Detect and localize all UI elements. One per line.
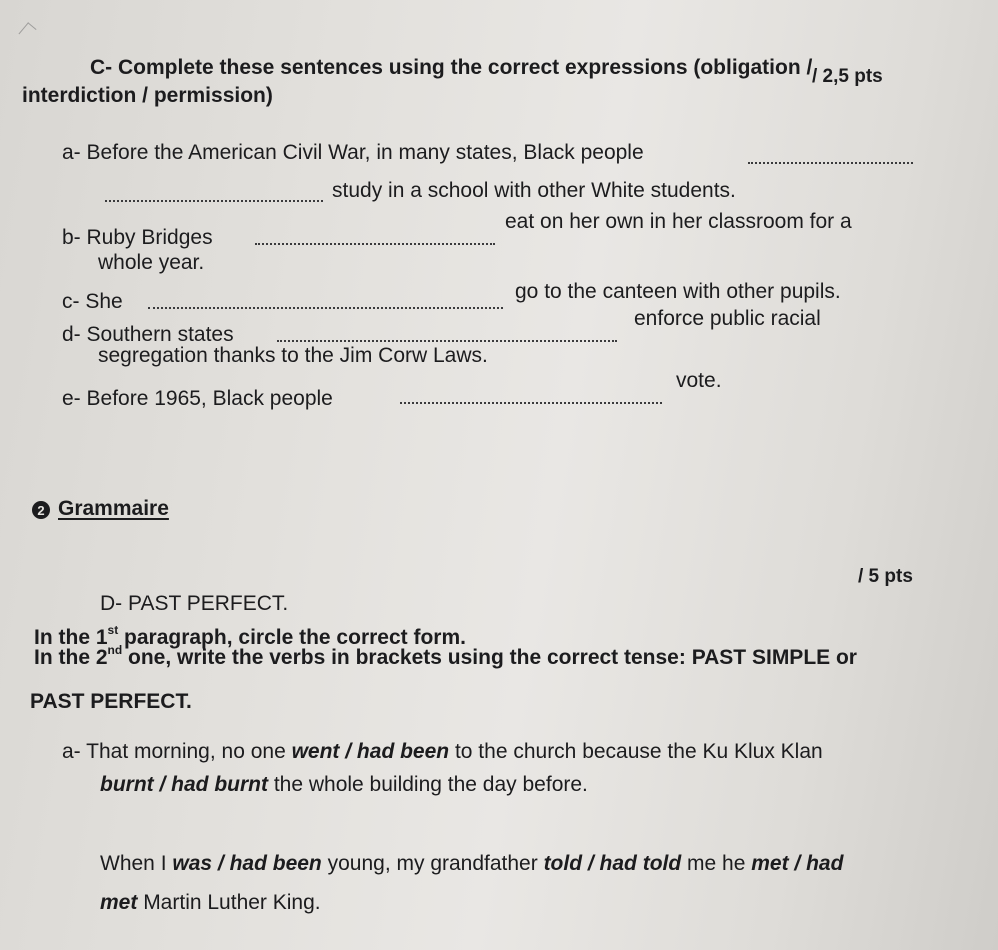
choice-met[interactable]: met — [100, 891, 138, 914]
exercise-p2-line1: When I was / had been young, my grandfather told / had told me he met / had — [100, 852, 844, 875]
blank-b[interactable] — [255, 243, 495, 245]
sentence-b-part2: eat on her own in her classroom for a — [505, 210, 852, 233]
section-number-badge: 2 — [32, 501, 50, 519]
sentence-c-part2: go to the canteen with other pupils. — [515, 280, 841, 303]
choice-was-had-been[interactable]: was / had been — [172, 852, 322, 875]
sentence-a-part2: study in a school with other White students. — [332, 179, 736, 202]
choice-went-had-been[interactable]: went / had been — [291, 740, 450, 763]
choice-burnt-had-burnt[interactable]: burnt / had burnt — [100, 773, 268, 796]
instruction-1: In the 1st paragraph, circle the correct form. — [34, 623, 466, 649]
sentence-d-part2: enforce public racial — [634, 307, 821, 330]
exercise-a-line2: burnt / had burnt the whole building the day before. — [100, 773, 588, 796]
corner-mark — [18, 22, 36, 41]
blank-a[interactable] — [748, 162, 913, 164]
blank-e[interactable] — [400, 402, 662, 404]
exercise-p2-line2: met Martin Luther King. — [100, 891, 321, 914]
blank-d[interactable] — [277, 340, 617, 342]
exercise-a-line1: a- That morning, no one went / had been to the church because the Ku Klux Klan — [62, 740, 823, 763]
blank-c[interactable] — [148, 307, 503, 309]
sentence-d-part1: d- Southern states — [62, 323, 234, 346]
section-c-points: / 2,5 pts — [812, 66, 883, 87]
grammaire-title: Grammaire — [58, 497, 169, 520]
sentence-b-part1: b- Ruby Bridges — [62, 226, 213, 249]
choice-met-had[interactable]: met / had — [751, 852, 844, 875]
sentence-a-part1: a- Before the American Civil War, in many states, Black people — [62, 141, 644, 164]
section-c-title-line1: C- Complete these sentences using the correct expressions (obligation / — [90, 56, 813, 79]
section-c-title-line2: interdiction / permission) — [22, 84, 273, 107]
sentence-c-part1: c- She — [62, 290, 123, 313]
grammaire-subtitle: D- PAST PERFECT. — [100, 592, 289, 615]
sentence-b-part3: whole year. — [98, 251, 205, 274]
sentence-e-part1: e- Before 1965, Black people — [62, 387, 333, 410]
instruction-2: In the 2nd one, write the verbs in brackets using the correct tense: PAST SIMPLE or — [34, 643, 857, 669]
sentence-e-part2: vote. — [676, 369, 722, 392]
blank-a-cont[interactable] — [105, 200, 323, 202]
grammaire-points: / 5 pts — [858, 566, 913, 587]
sentence-d-part3: segregation thanks to the Jim Corw Laws. — [98, 344, 488, 367]
instruction-2-cont: PAST PERFECT. — [30, 690, 192, 713]
choice-told-had-told[interactable]: told / had told — [543, 852, 682, 875]
